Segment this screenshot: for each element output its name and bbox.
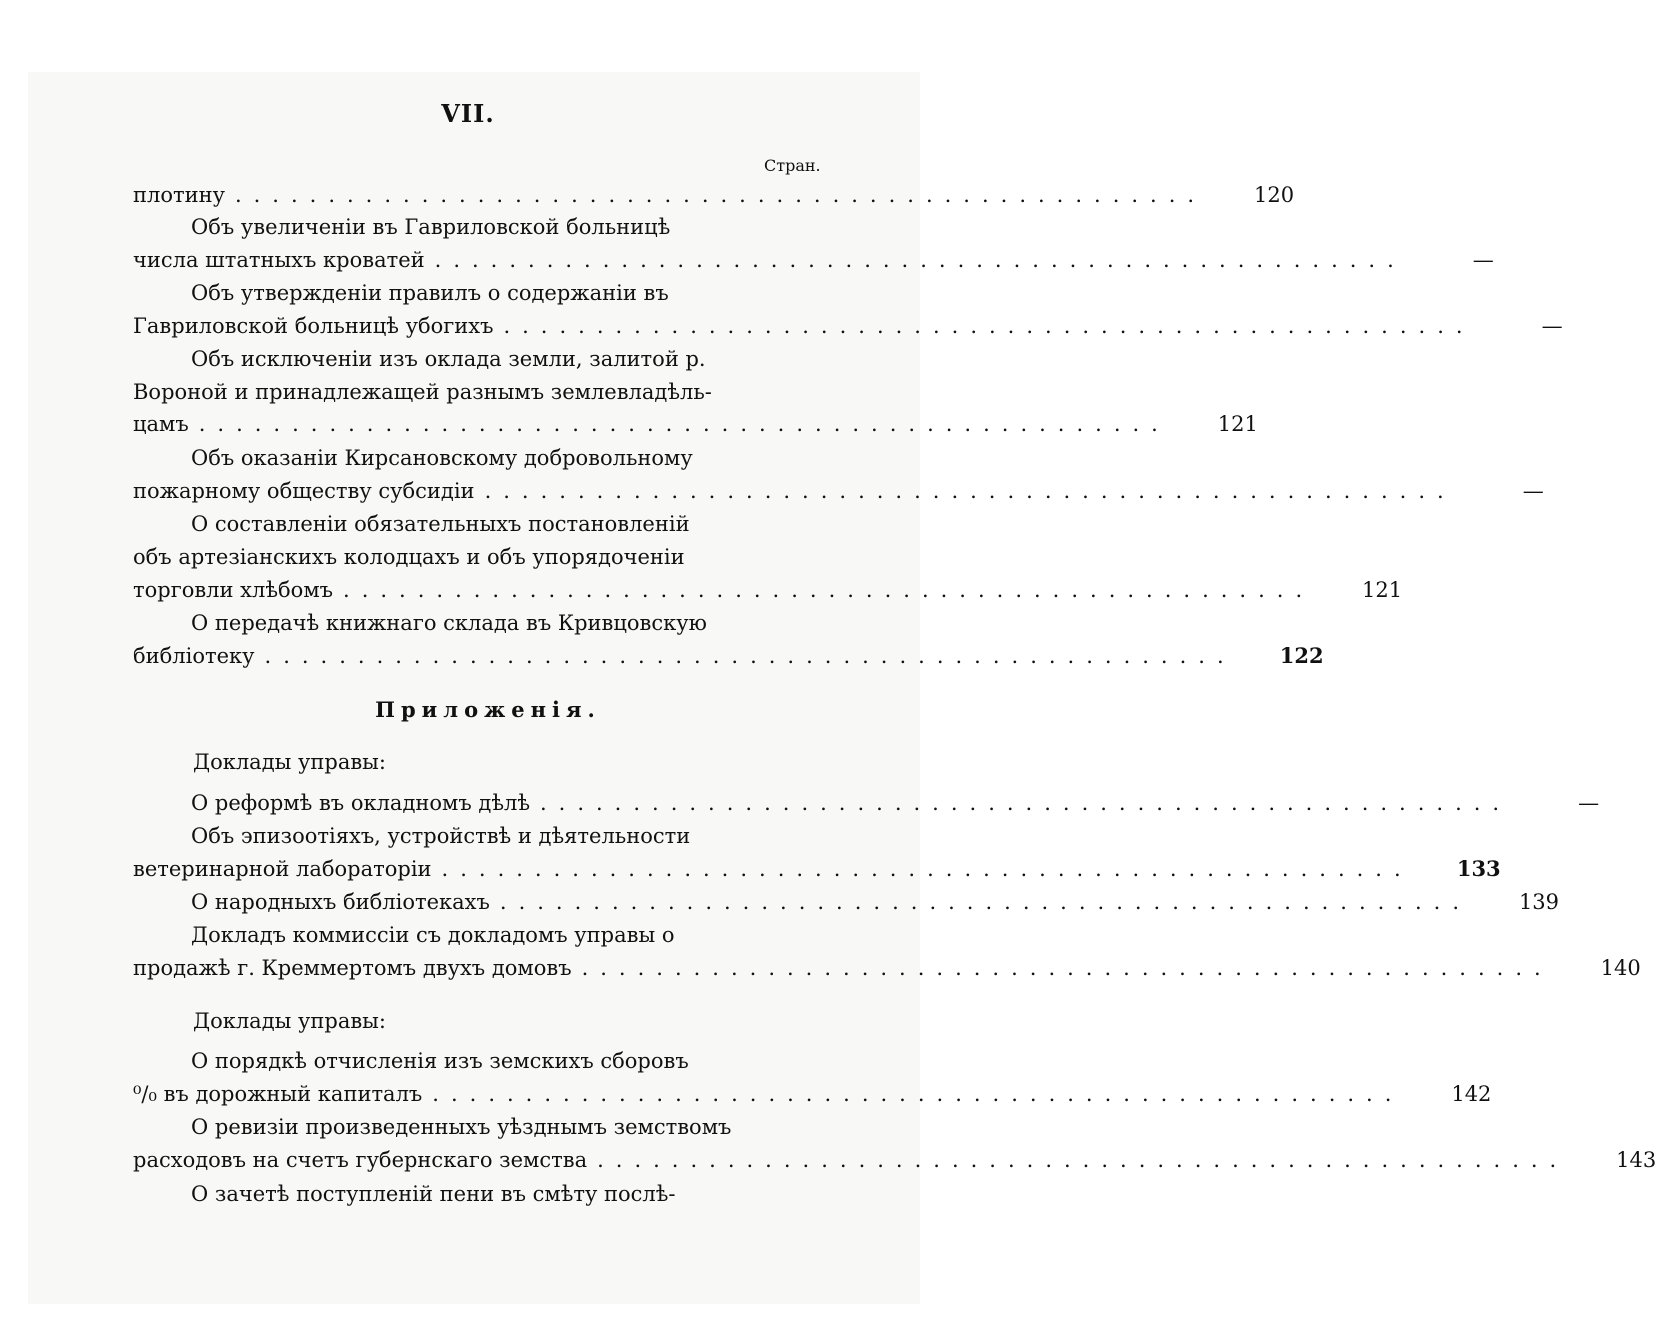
dot-leader: .................................................... xyxy=(264,644,1236,668)
toc-line xyxy=(133,278,843,308)
toc-entry-text: Объ эпизоотіяхъ, устройствѣ и дѣятельности xyxy=(191,824,691,848)
dot-leader: .................................................... xyxy=(503,314,1475,338)
toc-entry-text: О реформѣ въ окладномъ дѣлѣ xyxy=(191,791,530,815)
toc-line xyxy=(133,212,843,242)
toc-line xyxy=(133,1179,843,1209)
toc-line xyxy=(133,1046,843,1076)
toc-line xyxy=(133,542,843,572)
toc-entry-text: Докладъ коммиссіи съ докладомъ управы о xyxy=(191,923,675,947)
toc-line xyxy=(133,344,843,374)
toc-line xyxy=(133,920,843,950)
dot-leader: .................................................... xyxy=(432,1082,1404,1106)
section-title: Приложенія. xyxy=(375,697,601,722)
toc-entry xyxy=(133,1145,1657,1175)
toc-entry-text: О составленіи обязательныхъ постановленій xyxy=(191,512,690,536)
toc-line xyxy=(133,443,843,473)
toc-entry-text: ⁰/₀ въ дорожный капиталъ xyxy=(133,1082,423,1106)
toc-entry-text: ветеринарной лабораторіи xyxy=(133,857,432,881)
dot-leader: .................................................... xyxy=(499,890,1472,914)
toc-entry-page: 143 xyxy=(1616,1148,1657,1172)
toc-line xyxy=(133,1112,843,1142)
dot-leader: .................................................... xyxy=(581,956,1553,980)
toc-entry xyxy=(133,409,1258,439)
toc-entry xyxy=(133,575,1403,605)
toc-line xyxy=(133,509,843,539)
toc-entry xyxy=(133,180,1295,210)
toc-entry-text: пожарному обществу субсидіи xyxy=(133,479,475,503)
toc-entry-text: числа штатныхъ кроватей xyxy=(133,248,425,272)
toc-entry xyxy=(133,953,1641,983)
toc-entry xyxy=(133,1079,1492,1109)
dot-leader: .................................................... xyxy=(198,412,1170,436)
toc-entry xyxy=(133,854,1501,884)
dot-leader: .................................................... xyxy=(441,857,1413,881)
toc-entry-text: объ артезіанскихъ колодцахъ и объ упорядоченіи xyxy=(133,545,685,569)
toc-entry-text: О народныхъ библіотекахъ xyxy=(191,890,490,914)
toc-entry-text: Гавриловской больницѣ убогихъ xyxy=(133,314,494,338)
dot-leader: .................................................... xyxy=(539,791,1512,815)
dot-leader: .................................................... xyxy=(343,578,1315,602)
toc-entry-page: — xyxy=(1578,791,1600,815)
toc-entry-text: Вороной и принадлежащей разнымъ землевладѣль- xyxy=(133,380,712,404)
dot-leader: .................................................... xyxy=(434,248,1406,272)
subheading: Доклады управы: xyxy=(193,750,386,774)
toc-entry-text: Объ увеличеніи въ Гавриловской больницѣ xyxy=(191,215,671,239)
toc-entry-text: Объ утвержденіи правилъ о содержаніи въ xyxy=(191,281,669,305)
toc-entry-text: расходовъ на счетъ губернскаго земства xyxy=(133,1148,588,1172)
toc-entry-page: 121 xyxy=(1217,412,1258,436)
toc-entry-page: 142 xyxy=(1451,1082,1492,1106)
toc-entry xyxy=(133,245,1494,275)
toc-entry-text: плотину xyxy=(133,183,225,207)
page-number: VII. xyxy=(441,99,495,128)
toc-entry-page: 140 xyxy=(1600,956,1641,980)
toc-line xyxy=(133,608,843,638)
toc-entry-text: продажѣ г. Креммертомъ двухъ домовъ xyxy=(133,956,572,980)
toc-line xyxy=(133,821,843,851)
toc-entry-page: 121 xyxy=(1362,578,1403,602)
toc-entry xyxy=(133,311,1563,341)
dot-leader: .................................................... xyxy=(234,183,1207,207)
toc-line xyxy=(133,377,843,407)
toc-entry-text: О зачетѣ поступленій пени въ смѣту послѣ- xyxy=(191,1182,676,1206)
dot-leader: .................................................... xyxy=(484,479,1456,503)
toc-entry-page: 122 xyxy=(1279,643,1324,668)
toc-entry-page: 120 xyxy=(1253,183,1295,207)
toc-entry xyxy=(133,476,1544,506)
toc-entry-text: Объ исключеніи изъ оклада земли, залитой р. xyxy=(191,347,706,371)
toc-entry-text: цамъ xyxy=(133,412,189,436)
toc-entry-page: — xyxy=(1472,248,1494,272)
dot-leader: .................................................... xyxy=(597,1148,1569,1172)
toc-entry xyxy=(133,887,1560,917)
page-column-header: Стран. xyxy=(764,156,821,175)
toc-entry-text: Объ оказаніи Кирсановскому добровольному xyxy=(191,446,693,470)
toc-entry-text: торговли хлѣбомъ xyxy=(133,578,334,602)
toc-entry-page: 139 xyxy=(1518,890,1560,914)
toc-entry xyxy=(133,788,1600,818)
toc-entry-text: библіотеку xyxy=(133,644,255,668)
toc-entry xyxy=(133,641,1324,671)
toc-entry-page: — xyxy=(1541,314,1563,338)
toc-entry-text: О ревизіи произведенныхъ уѣзднымъ земствомъ xyxy=(191,1115,732,1139)
toc-entry-page: 133 xyxy=(1456,856,1501,881)
toc-entry-text: О передачѣ книжнаго склада въ Кривцовскую xyxy=(191,611,707,635)
toc-entry-page: — xyxy=(1522,479,1544,503)
toc-entry-text: О порядкѣ отчисленія изъ земскихъ сборовъ xyxy=(191,1049,689,1073)
subheading: Доклады управы: xyxy=(193,1009,386,1033)
